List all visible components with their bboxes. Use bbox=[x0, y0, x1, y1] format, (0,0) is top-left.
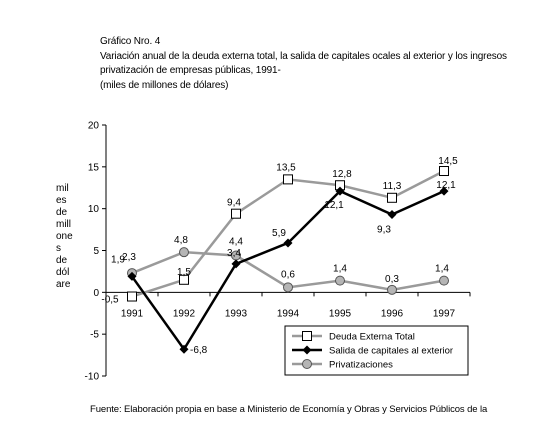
privatizaciones-data-label: 2,3 bbox=[122, 252, 136, 264]
privatizaciones-data-label: 0,3 bbox=[385, 273, 399, 285]
deuda-externa-data-label: 14,5 bbox=[438, 156, 458, 168]
privatizaciones-data-label: 1,4 bbox=[333, 263, 347, 275]
deuda-externa-marker bbox=[232, 209, 241, 218]
y-tick-label: 20 bbox=[87, 120, 99, 132]
x-tick-label: 1997 bbox=[432, 308, 456, 320]
y-tick-label: 5 bbox=[93, 246, 99, 257]
y-tick-label: -10 bbox=[84, 371, 99, 383]
y-axis-label-part: mill bbox=[56, 219, 71, 230]
deuda-externa-data-label: 13,5 bbox=[276, 162, 296, 174]
legend-item-privatizaciones: Privatizaciones bbox=[329, 359, 393, 371]
privatizaciones-marker bbox=[284, 283, 293, 292]
x-tick-label: 1994 bbox=[276, 308, 300, 320]
y-tick-label: 15 bbox=[87, 162, 99, 174]
salida-capitales-data-label: 12,1 bbox=[324, 200, 344, 212]
deuda-externa-data-label: 11,3 bbox=[382, 180, 402, 192]
privatizaciones-data-label: 4,8 bbox=[174, 235, 188, 247]
legend-marker-privatizaciones bbox=[303, 360, 312, 369]
y-axis-label-part: dól bbox=[56, 267, 70, 278]
y-tick-label: 0 bbox=[93, 287, 99, 299]
x-tick-label: 1992 bbox=[172, 308, 196, 320]
deuda-externa-marker bbox=[128, 292, 137, 301]
x-tick-label: 1991 bbox=[120, 308, 144, 320]
chart-title-line: Variación anual de la deuda externa total, la salida de capitales ocales al exterior y los ingresos bbox=[100, 50, 507, 62]
y-axis-label-part: one bbox=[56, 231, 73, 242]
y-axis-label-part: es bbox=[56, 195, 67, 206]
deuda-externa-data-label: -0,5 bbox=[101, 294, 119, 306]
salida-capitales-data-label: 3,4 bbox=[227, 247, 241, 259]
source-note: Fuente: Elaboración propia en base a Ministerio de Economía y Obras y Servicios Públicos de la bbox=[90, 404, 488, 415]
privatizaciones-marker bbox=[336, 276, 345, 285]
y-axis-label-part: mil bbox=[56, 183, 69, 194]
y-axis-label-part: are bbox=[56, 279, 71, 290]
deuda-externa-data-label: 1,5 bbox=[177, 266, 191, 278]
deuda-externa-data-label: 12,8 bbox=[332, 169, 352, 181]
chart-title-line: (miles de millones de dólares) bbox=[100, 79, 229, 91]
deuda-externa-marker bbox=[388, 193, 397, 202]
x-tick-label: 1993 bbox=[224, 308, 248, 320]
legend-item-deuda-externa: Deuda Externa Total bbox=[329, 331, 415, 343]
deuda-externa-marker bbox=[440, 167, 449, 176]
chart-title-line: Gráfico Nro. 4 bbox=[100, 36, 161, 47]
y-axis-label-part: de bbox=[56, 255, 68, 266]
privatizaciones-marker bbox=[440, 276, 449, 285]
y-axis-label-part: de bbox=[56, 207, 68, 218]
x-tick-label: 1995 bbox=[328, 308, 352, 320]
salida-capitales-data-label: 12,1 bbox=[436, 180, 456, 192]
chart-title-line: privatización de empresas públicas, 1991- bbox=[100, 65, 281, 76]
salida-capitales-data-label: 1,9 bbox=[111, 254, 125, 266]
privatizaciones-marker bbox=[388, 285, 397, 294]
x-tick-label: 1996 bbox=[380, 308, 404, 320]
privatizaciones-marker bbox=[180, 248, 189, 257]
privatizaciones-data-label: 4,4 bbox=[229, 236, 243, 248]
salida-capitales-marker bbox=[388, 210, 397, 219]
deuda-externa-data-label: 9,4 bbox=[227, 197, 241, 209]
salida-capitales-data-label: -6,8 bbox=[190, 345, 208, 357]
privatizaciones-data-label: 0,6 bbox=[281, 269, 295, 281]
privatizaciones-data-label: 1,4 bbox=[435, 263, 449, 275]
legend-marker-deuda-externa bbox=[303, 332, 312, 341]
salida-capitales-data-label: 9,3 bbox=[377, 224, 391, 236]
deuda-externa-marker bbox=[284, 175, 293, 184]
legend-item-salida-capitales: Salida de capitales al exterior bbox=[329, 345, 454, 357]
salida-capitales-data-label: 5,9 bbox=[272, 227, 286, 239]
y-axis-label-part: s bbox=[56, 243, 61, 254]
y-tick-label: 10 bbox=[87, 204, 99, 216]
y-tick-label: -5 bbox=[90, 329, 99, 341]
